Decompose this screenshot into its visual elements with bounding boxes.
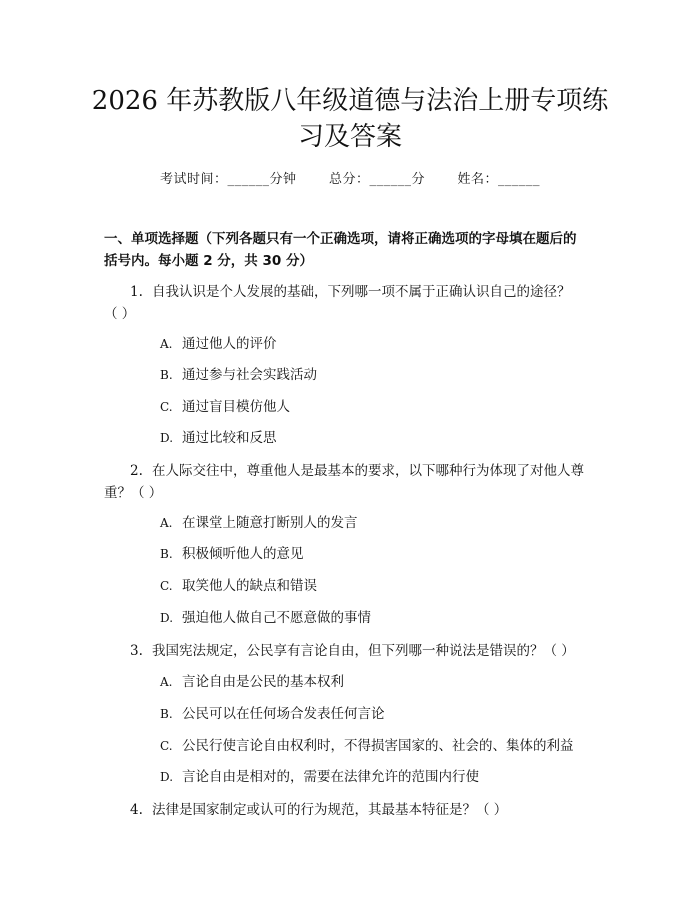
section-heading xyxy=(104,228,604,272)
question-1-option-a xyxy=(160,334,277,354)
section-heading-line-2: 括号内。每小题 2 分，共 30 分） xyxy=(104,253,313,269)
option-text: 在课堂上随意打断别人的发言 xyxy=(182,515,358,531)
question-3-option-a xyxy=(160,672,344,692)
option-letter: D. xyxy=(160,611,174,625)
exam-time: 考试时间：______分钟 xyxy=(160,172,297,187)
question-number: 2. xyxy=(130,463,143,479)
question-text: 我国宪法规定，公民享有言论自由，但下列哪一种说法是错误的？（ ） xyxy=(152,643,575,659)
question-1-option-b xyxy=(160,365,317,385)
option-letter: A. xyxy=(160,337,173,351)
question-1-option-c xyxy=(160,397,290,417)
question-1-option-d xyxy=(160,428,277,448)
option-text: 通过盲目模仿他人 xyxy=(182,399,290,415)
option-letter: B. xyxy=(160,707,173,721)
option-letter: A. xyxy=(160,675,173,689)
option-letter: B. xyxy=(160,368,173,382)
question-text-continued: 重？（ ） xyxy=(104,485,163,501)
option-text: 取笑他人的缺点和错误 xyxy=(182,578,317,594)
option-text: 通过比较和反思 xyxy=(182,430,277,446)
student-name: 姓名：______ xyxy=(457,172,540,187)
option-letter: C. xyxy=(160,400,173,414)
question-1 xyxy=(104,281,604,325)
question-3-option-d xyxy=(160,767,479,787)
option-text: 言论自由是相对的，需要在法律允许的范围内行使 xyxy=(182,769,479,785)
question-3-option-b xyxy=(160,704,385,724)
question-text: 法律是国家制定或认可的行为规范，其最基本特征是？（ ） xyxy=(152,802,508,818)
total-score: 总分：______分 xyxy=(328,172,425,187)
question-number: 4. xyxy=(130,802,143,818)
option-text: 通过他人的评价 xyxy=(182,336,277,352)
question-text: 在人际交往中，尊重他人是最基本的要求，以下哪种行为体现了对他人尊 xyxy=(152,463,584,479)
page-title xyxy=(80,83,620,155)
question-2-option-d xyxy=(160,608,371,628)
question-4 xyxy=(104,799,604,821)
option-text: 公民行使言论自由权利时，不得损害国家的、社会的、集体的利益 xyxy=(182,738,574,754)
question-2 xyxy=(104,460,604,504)
exam-meta xyxy=(0,168,700,187)
option-letter: B. xyxy=(160,547,173,561)
question-2-option-a xyxy=(160,513,358,533)
question-number: 3. xyxy=(130,643,143,659)
option-letter: D. xyxy=(160,770,174,784)
option-text: 通过参与社会实践活动 xyxy=(182,367,317,383)
question-3-option-c xyxy=(160,736,574,756)
question-2-option-b xyxy=(160,544,304,564)
option-text: 公民可以在任何场合发表任何言论 xyxy=(182,706,385,722)
question-3 xyxy=(104,640,604,662)
question-text-continued: （ ） xyxy=(104,306,136,322)
question-2-option-c xyxy=(160,576,317,596)
option-text: 强迫他人做自己不愿意做的事情 xyxy=(182,610,371,626)
option-text: 积极倾听他人的意见 xyxy=(182,546,304,562)
option-text: 言论自由是公民的基本权利 xyxy=(182,674,344,690)
question-number: 1. xyxy=(130,284,143,300)
title-line-2: 习及答案 xyxy=(297,122,402,152)
option-letter: D. xyxy=(160,431,174,445)
option-letter: C. xyxy=(160,579,173,593)
title-line-1: 2026 年苏教版八年级道德与法治上册专项练 xyxy=(91,86,609,116)
option-letter: C. xyxy=(160,739,173,753)
question-text: 自我认识是个人发展的基础，下列哪一项不属于正确认识自己的途径？ xyxy=(152,284,571,300)
option-letter: A. xyxy=(160,516,173,530)
section-heading-line-1: 一、单项选择题（下列各题只有一个正确选项，请将正确选项的字母填在题后的 xyxy=(104,231,577,247)
